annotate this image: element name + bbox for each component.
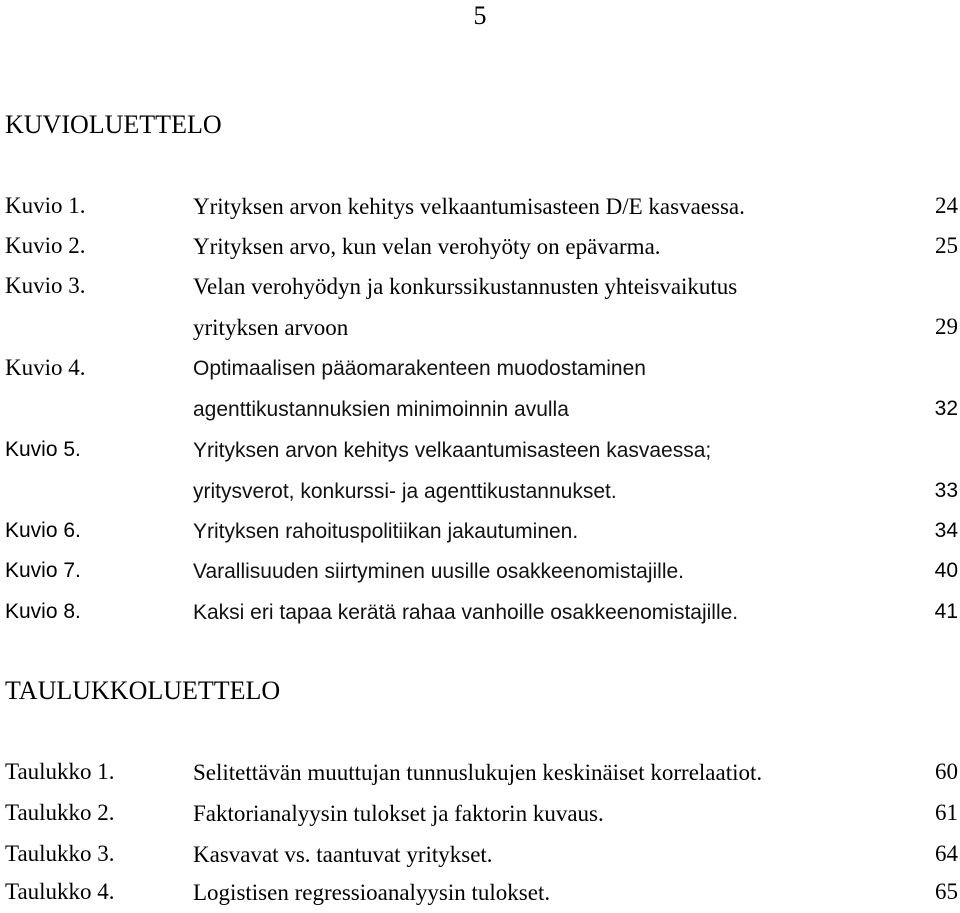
table-entry-1 (0, 752, 960, 792)
figure-page: 29 (935, 314, 958, 339)
figure-page: 25 (935, 233, 958, 258)
figure-page: 41 (934, 600, 958, 623)
table-title: Kasvavat vs. taantuvat yritykset. (193, 842, 493, 867)
table-entry-4 (0, 872, 960, 912)
table-page: 61 (935, 800, 958, 825)
table-page: 60 (935, 759, 958, 784)
table-label: Taulukko 3. (5, 841, 115, 866)
figure-title: Velan verohyödyn ja konkurssikustannusten yhteisvaikutus yrityksen arvoon (193, 274, 738, 340)
table-label: Taulukko 2. (5, 800, 115, 825)
figure-entry-6 (0, 511, 960, 551)
figure-label: Kuvio 8. (5, 600, 81, 623)
table-entry-3 (0, 834, 960, 874)
table-page: 64 (935, 841, 958, 866)
figure-entry-2 (0, 226, 960, 266)
figure-label: Kuvio 2. (5, 233, 86, 258)
page-number: 5 (473, 1, 487, 30)
figure-title: Kaksi eri tapaa kerätä rahaa vanhoille osakkeenomistajille. (193, 601, 739, 624)
figure-title: Optimaalisen pääomarakenteen muodostaminen agenttikustannuksien minimoinnin avulla (193, 357, 646, 421)
figure-entry-4 (0, 348, 960, 421)
figure-label: Kuvio 4. (5, 355, 86, 380)
figure-label: Kuvio 6. (5, 519, 81, 542)
table-label: Taulukko 4. (5, 879, 115, 904)
figure-entry-3 (0, 266, 960, 340)
figure-entry-1 (0, 186, 960, 226)
figure-entry-7 (0, 551, 960, 591)
figure-title: Varallisuuden siirtyminen uusille osakkeenomistajille. (193, 560, 685, 583)
figure-title: Yrityksen arvon kehitys velkaantumisasteen kasvaessa; yritysverot, konkurssi- ja agenttikustannukset. (193, 439, 712, 503)
table-entry-2 (0, 793, 960, 833)
figure-entry-8 (0, 592, 960, 632)
figure-page: 34 (934, 519, 958, 542)
table-title: Selitettävän muuttujan tunnuslukujen keskinäiset korrelaatiot. (193, 760, 763, 785)
figure-label: Kuvio 5. (5, 438, 81, 461)
figures-heading: KUVIOLUETTELO (5, 110, 222, 139)
tables-heading: TAULUKKOLUETTELO (5, 676, 281, 705)
figure-entry-5 (0, 430, 960, 503)
figure-title: Yrityksen arvo, kun velan verohyöty on epävarma. (193, 234, 661, 259)
figure-label: Kuvio 3. (5, 273, 86, 298)
table-page: 65 (935, 879, 958, 904)
figure-label: Kuvio 7. (5, 559, 81, 582)
table-label: Taulukko 1. (5, 759, 115, 784)
figure-page: 33 (934, 479, 958, 502)
figure-label: Kuvio 1. (5, 193, 86, 218)
table-title: Faktorianalyysin tulokset ja faktorin kuvaus. (193, 801, 604, 826)
figure-title: Yrityksen arvon kehitys velkaantumisasteen D/E kasvaessa. (193, 194, 745, 219)
figure-page: 24 (935, 193, 958, 218)
figure-page: 40 (934, 559, 958, 582)
figure-page: 32 (934, 397, 958, 420)
figure-title: Yrityksen rahoituspolitiikan jakautuminen. (193, 520, 579, 543)
table-title: Logistisen regressioanalyysin tulokset. (193, 880, 551, 905)
